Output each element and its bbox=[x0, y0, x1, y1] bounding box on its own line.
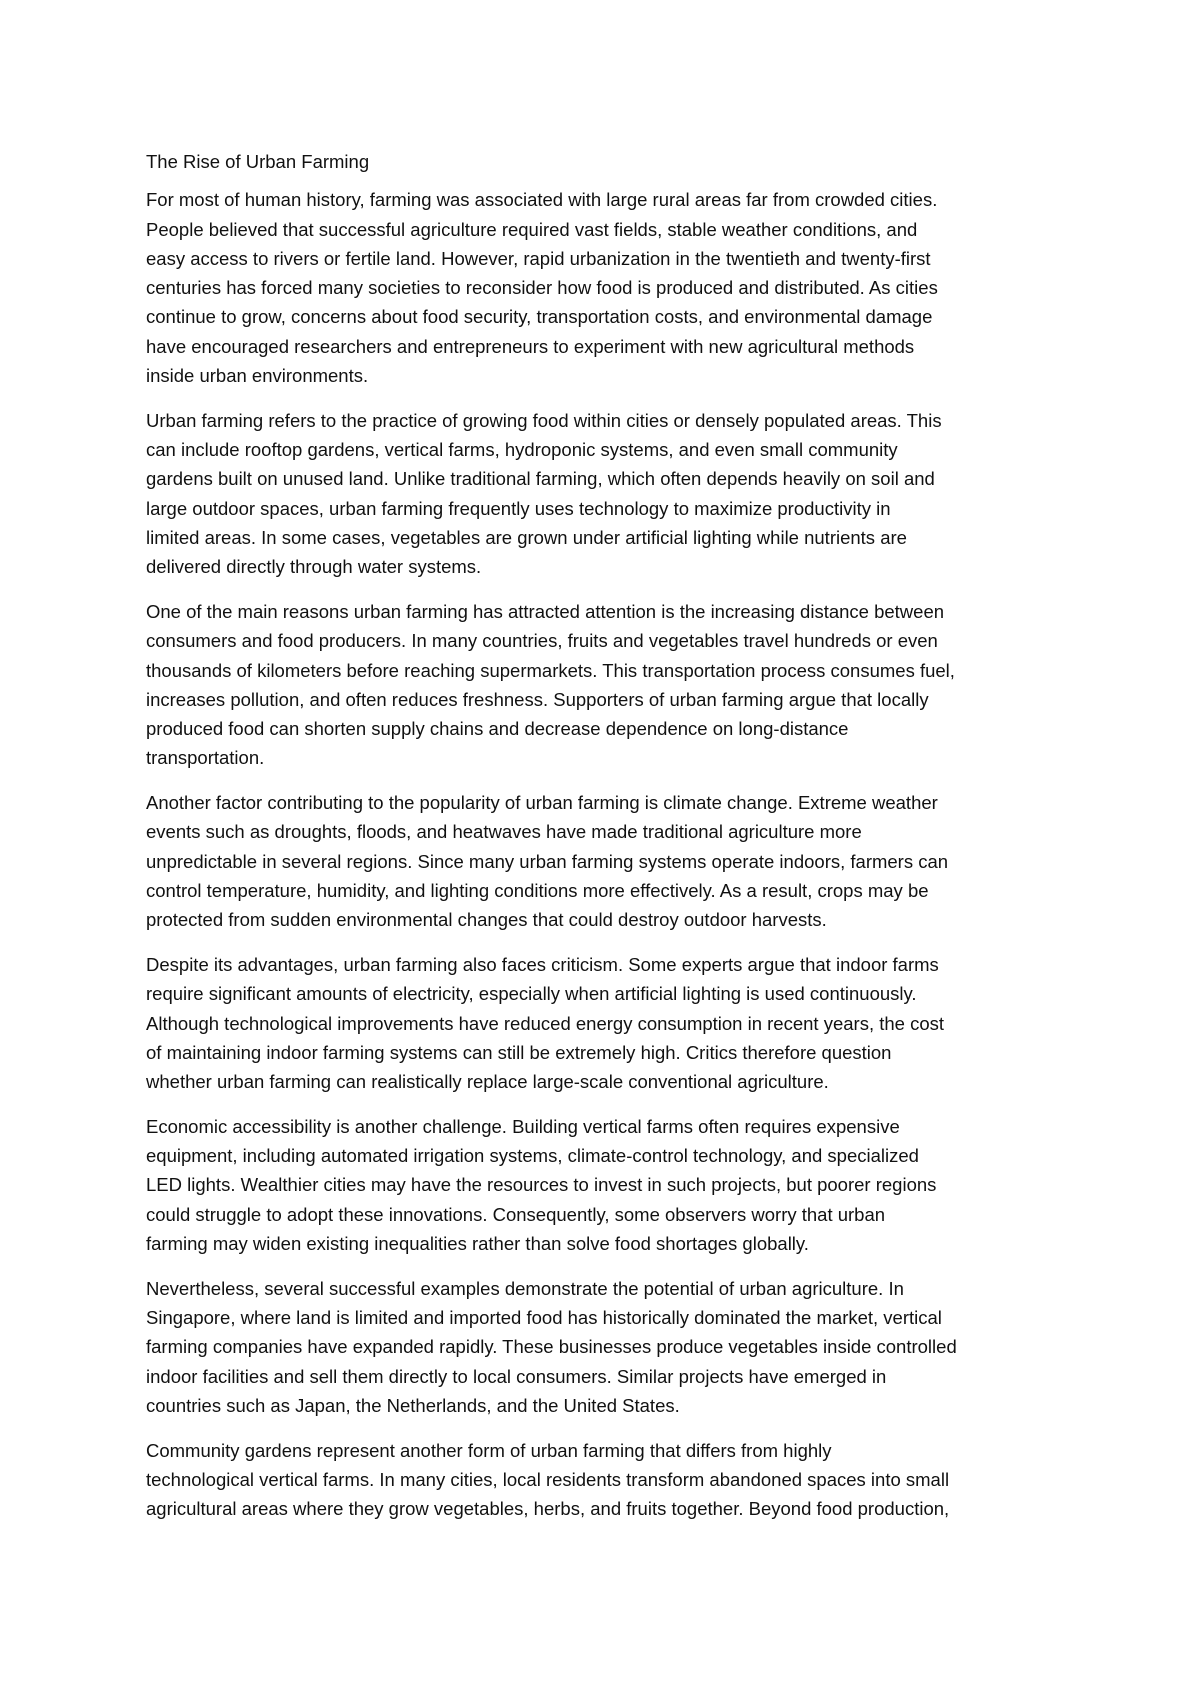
paragraph-list bbox=[146, 185, 1066, 1523]
paragraph-1 bbox=[146, 185, 1066, 390]
paragraph-line: Community gardens represent another form of urban farming that differs from highly bbox=[146, 1439, 832, 1461]
document-title: The Rise of Urban Farming bbox=[146, 151, 370, 172]
paragraph-line: countries such as Japan, the Netherlands, and the United States. bbox=[146, 1394, 680, 1416]
paragraph-line: Urban farming refers to the practice of growing food within cities or densely populated areas. This bbox=[146, 409, 942, 431]
paragraph-2 bbox=[146, 406, 1066, 582]
paragraph-line: People believed that successful agriculture required vast fields, stable weather conditions, and bbox=[146, 218, 918, 240]
paragraph-line: gardens built on unused land. Unlike traditional farming, which often depends heavily on soil and bbox=[146, 468, 935, 490]
paragraph-line: technological vertical farms. In many cities, local residents transform abandoned spaces into small bbox=[146, 1468, 950, 1490]
paragraph-line: consumers and food producers. In many countries, fruits and vegetables travel hundreds or even bbox=[146, 630, 938, 652]
paragraph-6 bbox=[146, 1112, 1066, 1258]
paragraph-4 bbox=[146, 788, 1066, 934]
paragraph-line: require significant amounts of electricity, especially when artificial lighting is used continuously. bbox=[146, 983, 917, 1005]
paragraph-line: agricultural areas where they grow vegetables, herbs, and fruits together. Beyond food production, bbox=[146, 1498, 950, 1520]
document-body bbox=[146, 147, 1066, 1539]
paragraph-line: Although technological improvements have reduced energy consumption in recent years, the cost bbox=[146, 1012, 945, 1034]
paragraph-line: inside urban environments. bbox=[146, 365, 369, 387]
paragraph-line: could struggle to adopt these innovations. Consequently, some observers worry that urban bbox=[146, 1203, 886, 1225]
paragraph-line: Economic accessibility is another challenge. Building vertical farms often requires expensive bbox=[146, 1115, 900, 1137]
paragraph-line: continue to grow, concerns about food security, transportation costs, and environmental damage bbox=[146, 306, 933, 328]
paragraph-line: large outdoor spaces, urban farming frequently uses technology to maximize productivity in bbox=[146, 497, 891, 519]
paragraph-line: of maintaining indoor farming systems can still be extremely high. Critics therefore question bbox=[146, 1041, 892, 1063]
paragraph-line: whether urban farming can realistically replace large-scale conventional agriculture. bbox=[146, 1071, 829, 1093]
paragraph-line: Another factor contributing to the popularity of urban farming is climate change. Extreme weather bbox=[146, 792, 938, 814]
paragraph-line: increases pollution, and often reduces freshness. Supporters of urban farming argue that locally bbox=[146, 688, 929, 710]
paragraph-line: One of the main reasons urban farming has attracted attention is the increasing distance between bbox=[146, 600, 945, 622]
paragraph-5 bbox=[146, 950, 1066, 1096]
paragraph-line: events such as droughts, floods, and heatwaves have made traditional agriculture more bbox=[146, 821, 862, 843]
paragraph-7 bbox=[146, 1274, 1066, 1420]
paragraph-line: easy access to rivers or fertile land. However, rapid urbanization in the twentieth and twenty-first bbox=[146, 247, 931, 269]
paragraph-line: delivered directly through water systems. bbox=[146, 556, 482, 578]
paragraph-3 bbox=[146, 597, 1066, 773]
paragraph-line: indoor facilities and sell them directly to local consumers. Similar projects have emerged in bbox=[146, 1365, 887, 1387]
paragraph-line: Nevertheless, several successful examples demonstrate the potential of urban agriculture. In bbox=[146, 1277, 904, 1299]
paragraph-line: Singapore, where land is limited and imported food has historically dominated the market, vertical bbox=[146, 1307, 942, 1329]
paragraph-line: control temperature, humidity, and lighting conditions more effectively. As a result, crops may be bbox=[146, 880, 929, 901]
paragraph-line: have encouraged researchers and entrepreneurs to experiment with new agricultural methods bbox=[146, 335, 915, 357]
paragraph-line: centuries has forced many societies to reconsider how food is produced and distributed. As cities bbox=[146, 277, 938, 299]
paragraph-line: transportation. bbox=[146, 747, 265, 769]
paragraph-line: For most of human history, farming was associated with large rural areas far from crowded cities. bbox=[146, 189, 938, 211]
paragraph-line: farming may widen existing inequalities rather than solve food shortages globally. bbox=[146, 1233, 809, 1255]
paragraph-line: Despite its advantages, urban farming also faces criticism. Some experts argue that indoor farms bbox=[146, 953, 939, 975]
paragraph-line: limited areas. In some cases, vegetables are grown under artificial lighting while nutrients are bbox=[146, 526, 907, 548]
paragraph-line: equipment, including automated irrigation systems, climate-control technology, and specialized bbox=[146, 1145, 919, 1167]
paragraph-line: thousands of kilometers before reaching supermarkets. This transportation process consumes fuel, bbox=[146, 659, 955, 681]
paragraph-line: can include rooftop gardens, vertical farms, hydroponic systems, and even small community bbox=[146, 439, 898, 461]
paragraph-line: farming companies have expanded rapidly. These businesses produce vegetables inside controlled bbox=[146, 1336, 957, 1358]
paragraph-line: protected from sudden environmental changes that could destroy outdoor harvests. bbox=[146, 909, 827, 931]
paragraph-8 bbox=[146, 1436, 1066, 1524]
paragraph-line: LED lights. Wealthier cities may have the resources to invest in such projects, but poorer regions bbox=[146, 1174, 937, 1196]
paragraph-line: unpredictable in several regions. Since many urban farming systems operate indoors, farmers can bbox=[146, 850, 949, 872]
paragraph-line: produced food can shorten supply chains and decrease dependence on long-distance bbox=[146, 718, 849, 740]
